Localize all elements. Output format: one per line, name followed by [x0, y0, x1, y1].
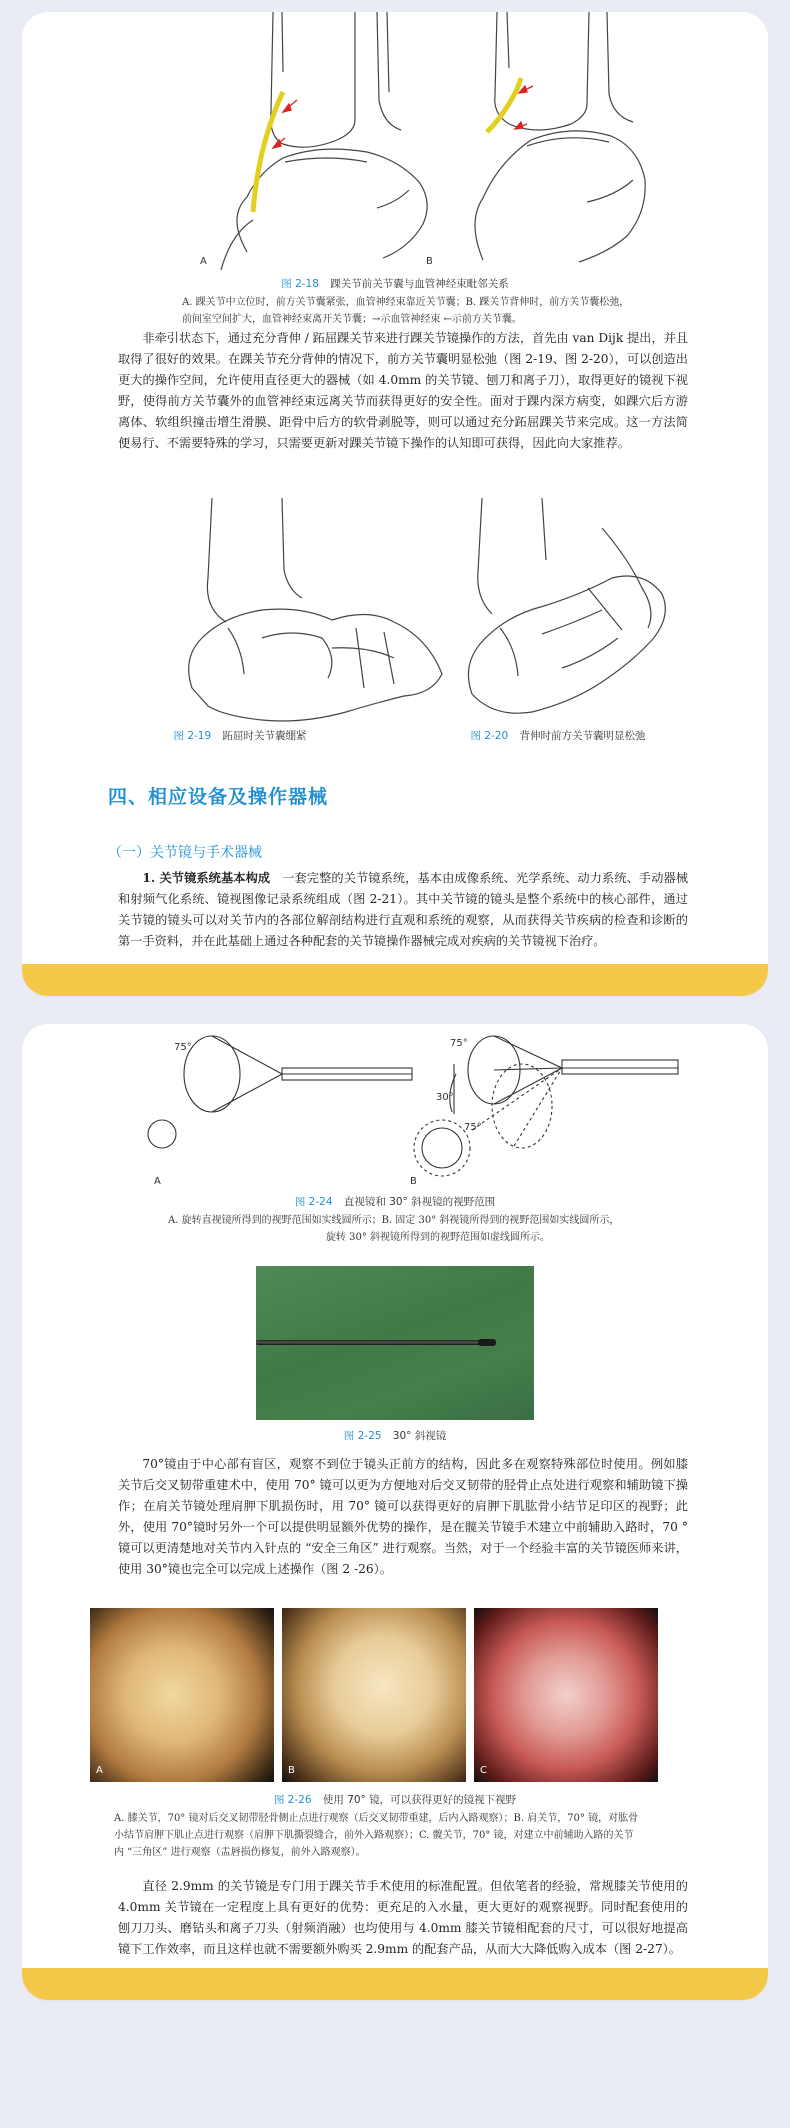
- figure-number: 图 2-25: [343, 1430, 382, 1442]
- section-heading: 四、相应设备及操作器械: [108, 786, 329, 808]
- paragraph-2-9mm-scope: 直径 2.9mm 的关节镜是专门用于踝关节手术使用的标准配置。但依笔者的经验，常规膝关节使用的 4.0mm 关节镜在一定程度上具有更好的优势：更充足的入水量，更大更好的观察视野。同时配套使用的刨刀刀头、磨钻头和离子刀头（射频消融）也均使用与 4.0mm 膝关节镜相配套的尺寸，可以很好地提高镜下工作效率，而且这样也就不需要额外购买 2.9mm 的配套产品，从而大大降低购入成本（图 2-27）。: [118, 1879, 688, 1956]
- angle-label: 30°: [436, 1092, 454, 1103]
- figure-2-25-caption: [22, 1428, 768, 1443]
- page-footer-band: [22, 964, 768, 996]
- paragraph-arthroscope-system: [118, 868, 688, 952]
- figure-2-25-photo: [256, 1266, 534, 1420]
- paragraph-van-dijk: 非牵引状态下，通过充分背伸 / 跖屈踝关节来进行踝关节镜操作的方法，首先由 van Dijk 提出，并且取得了很好的效果。在踝关节充分背伸的情况下，前方关节囊明显松弛（图 2-19、图 2-20），可以创造出更大的操作空间，允许使用直径更大的器械（如 4.0mm 的关节镜、刨刀和离子刀），取得更好的镜视下视野，使得前方关节囊外的血管神经束远离关节而获得更好的安全性。面对于踝内深方病变，如踝穴后方游离体、软组织撞击增生滑膜、距骨中后方的软骨剥脱等，则可以通过充分跖屈踝关节来完成。这一方法简便易行、不需要特殊的学习，只需要更新对踝关节镜下操作的认知即可获得，因此向大家推荐。: [118, 331, 689, 450]
- figure-2-26-photo-b: [282, 1608, 466, 1782]
- figure-note-line: 前间室空间扩大，血管神经束离开关节囊；→示血管神经束 ←示前方关节囊。: [182, 314, 522, 325]
- paragraph-lead: 1. 关节镜系统基本构成: [142, 871, 271, 885]
- figure-2-24-caption: [22, 1194, 768, 1209]
- figure-note-line: 小结节肩胛下肌止点进行观察（肩胛下肌撕裂缝合，前外入路观察）；C. 髋关节，70° 镜，对建立中前辅助入路的关节: [114, 1830, 634, 1841]
- figure-title: 30° 斜视镜: [392, 1430, 447, 1442]
- angle-label: 75°: [174, 1042, 192, 1053]
- figure-2-24-diagram: [122, 1034, 692, 1184]
- figure-note-line: A. 旋转直视镜所得到的视野范围如实线圆所示；B. 固定 30° 斜视镜所得到的视野范围如实线圆所示，: [168, 1215, 620, 1226]
- figure-2-20-caption: [448, 728, 668, 743]
- figure-2-18-note: [182, 294, 702, 328]
- figure-title: 使用 70° 镜，可以获得更好的镜视下视野: [322, 1794, 517, 1806]
- figure-number: 图 2-26: [273, 1794, 312, 1806]
- figure-2-19-caption: [140, 728, 340, 743]
- figure-note-line: A. 踝关节中立位时，前方关节囊紧张，血管神经束靠近关节囊；B. 踝关节背伸时，前方关节囊松弛，: [182, 297, 630, 308]
- figure-title: 直视镜和 30° 斜视镜的视野范围: [343, 1196, 496, 1208]
- figure-2-26-photo-c: [474, 1608, 658, 1782]
- figure-2-18-caption: [22, 276, 768, 291]
- photo-label: A: [96, 1765, 103, 1776]
- page-footer-band: [22, 1968, 768, 2000]
- arthroscope-shaft: [256, 1340, 482, 1345]
- figure-2-18-label-a: A: [200, 256, 207, 267]
- arthroscope-tip: [478, 1339, 496, 1346]
- subsection-heading: （一）关节镜与手术器械: [108, 845, 262, 861]
- page-card-1: [22, 12, 768, 996]
- paragraph-70-degree-scope: 70°镜由于中心部有盲区，观察不到位于镜头正前方的结构，因此多在观察特殊部位时使用。例如膝关节后交叉韧带重建术中，使用 70° 镜可以更为方便地对后交叉韧带的胫骨止点处进行观察和辅助镜下操作；在肩关节镜处理肩胛下肌损伤时，用 70° 镜可以获得更好的肩胛下肌肱骨小结节足印区的视野；此外，使用 70°镜时另外一个可以提供明显额外优势的操作，是在髋关节镜手术建立中前辅助入路时，70 ° 镜可以更清楚地对关节内入针点的 “安全三角区” 进行观察。当然，对于一个经验丰富的关节镜医师来讲，使用 30°镜也完全可以完成上述操作（图 2 -26）。: [118, 1457, 688, 1576]
- figure-title: 跖屈时关节囊绷紧: [222, 730, 307, 742]
- angle-label: 75°: [464, 1122, 482, 1133]
- figure-number: 图 2-18: [281, 278, 319, 290]
- figure-2-18-label-b: B: [426, 256, 433, 267]
- angle-label: 75°: [450, 1038, 468, 1049]
- figure-2-24-note: [168, 1212, 708, 1246]
- figure-2-26-photo-a: [90, 1608, 274, 1782]
- figure-2-26-note: [114, 1810, 704, 1861]
- figure-note-line: A. 膝关节，70° 镜对后交叉韧带胫骨侧止点进行观察（后交叉韧带重建，后内入路观察）；B. 肩关节，70° 镜，对肱骨: [114, 1813, 639, 1824]
- photo-label: B: [288, 1765, 295, 1776]
- figure-note-line: 内 “三角区” 进行观察（盂唇损伤修复，前外入路观察）。: [114, 1847, 366, 1858]
- paragraph-text: 一套完整的关节镜系统，基本由成像系统、光学系统、动力系统、手动器械和射频气化系统、镜视图像记录系统组成（图 2-21）。其中关节镜的镜头是整个系统中的核心部件，通过关节镜的镜头可以对关节内的各部位解剖结构进行直观和系统的观察，从而获得关节疾病的检查和诊断的第一手资料，并在此基础上通过各种配套的关节镜操作器械完成对疾病的关节镜视下治疗。: [118, 871, 689, 948]
- figure-title: 踝关节前关节囊与血管神经束毗邻关系: [330, 278, 509, 290]
- figure-2-18-illustration: [187, 12, 647, 270]
- figure-2-24-label-a: A: [154, 1176, 161, 1187]
- figure-number: 图 2-20: [470, 730, 509, 742]
- figure-title: 背伸时前方关节囊明显松弛: [519, 730, 646, 742]
- figure-2-26-caption: [22, 1792, 768, 1807]
- figure-number: 图 2-24: [294, 1196, 333, 1208]
- figure-number: 图 2-19: [173, 730, 212, 742]
- figure-note-line: 旋转 30° 斜视镜所得到的视野范围如虚线圆所示。: [325, 1232, 551, 1243]
- figures-2-19-2-20-illustration: [132, 498, 692, 728]
- figure-2-24-label-b: B: [410, 1176, 417, 1187]
- page-card-2: [22, 1024, 768, 2000]
- photo-label: C: [480, 1765, 487, 1776]
